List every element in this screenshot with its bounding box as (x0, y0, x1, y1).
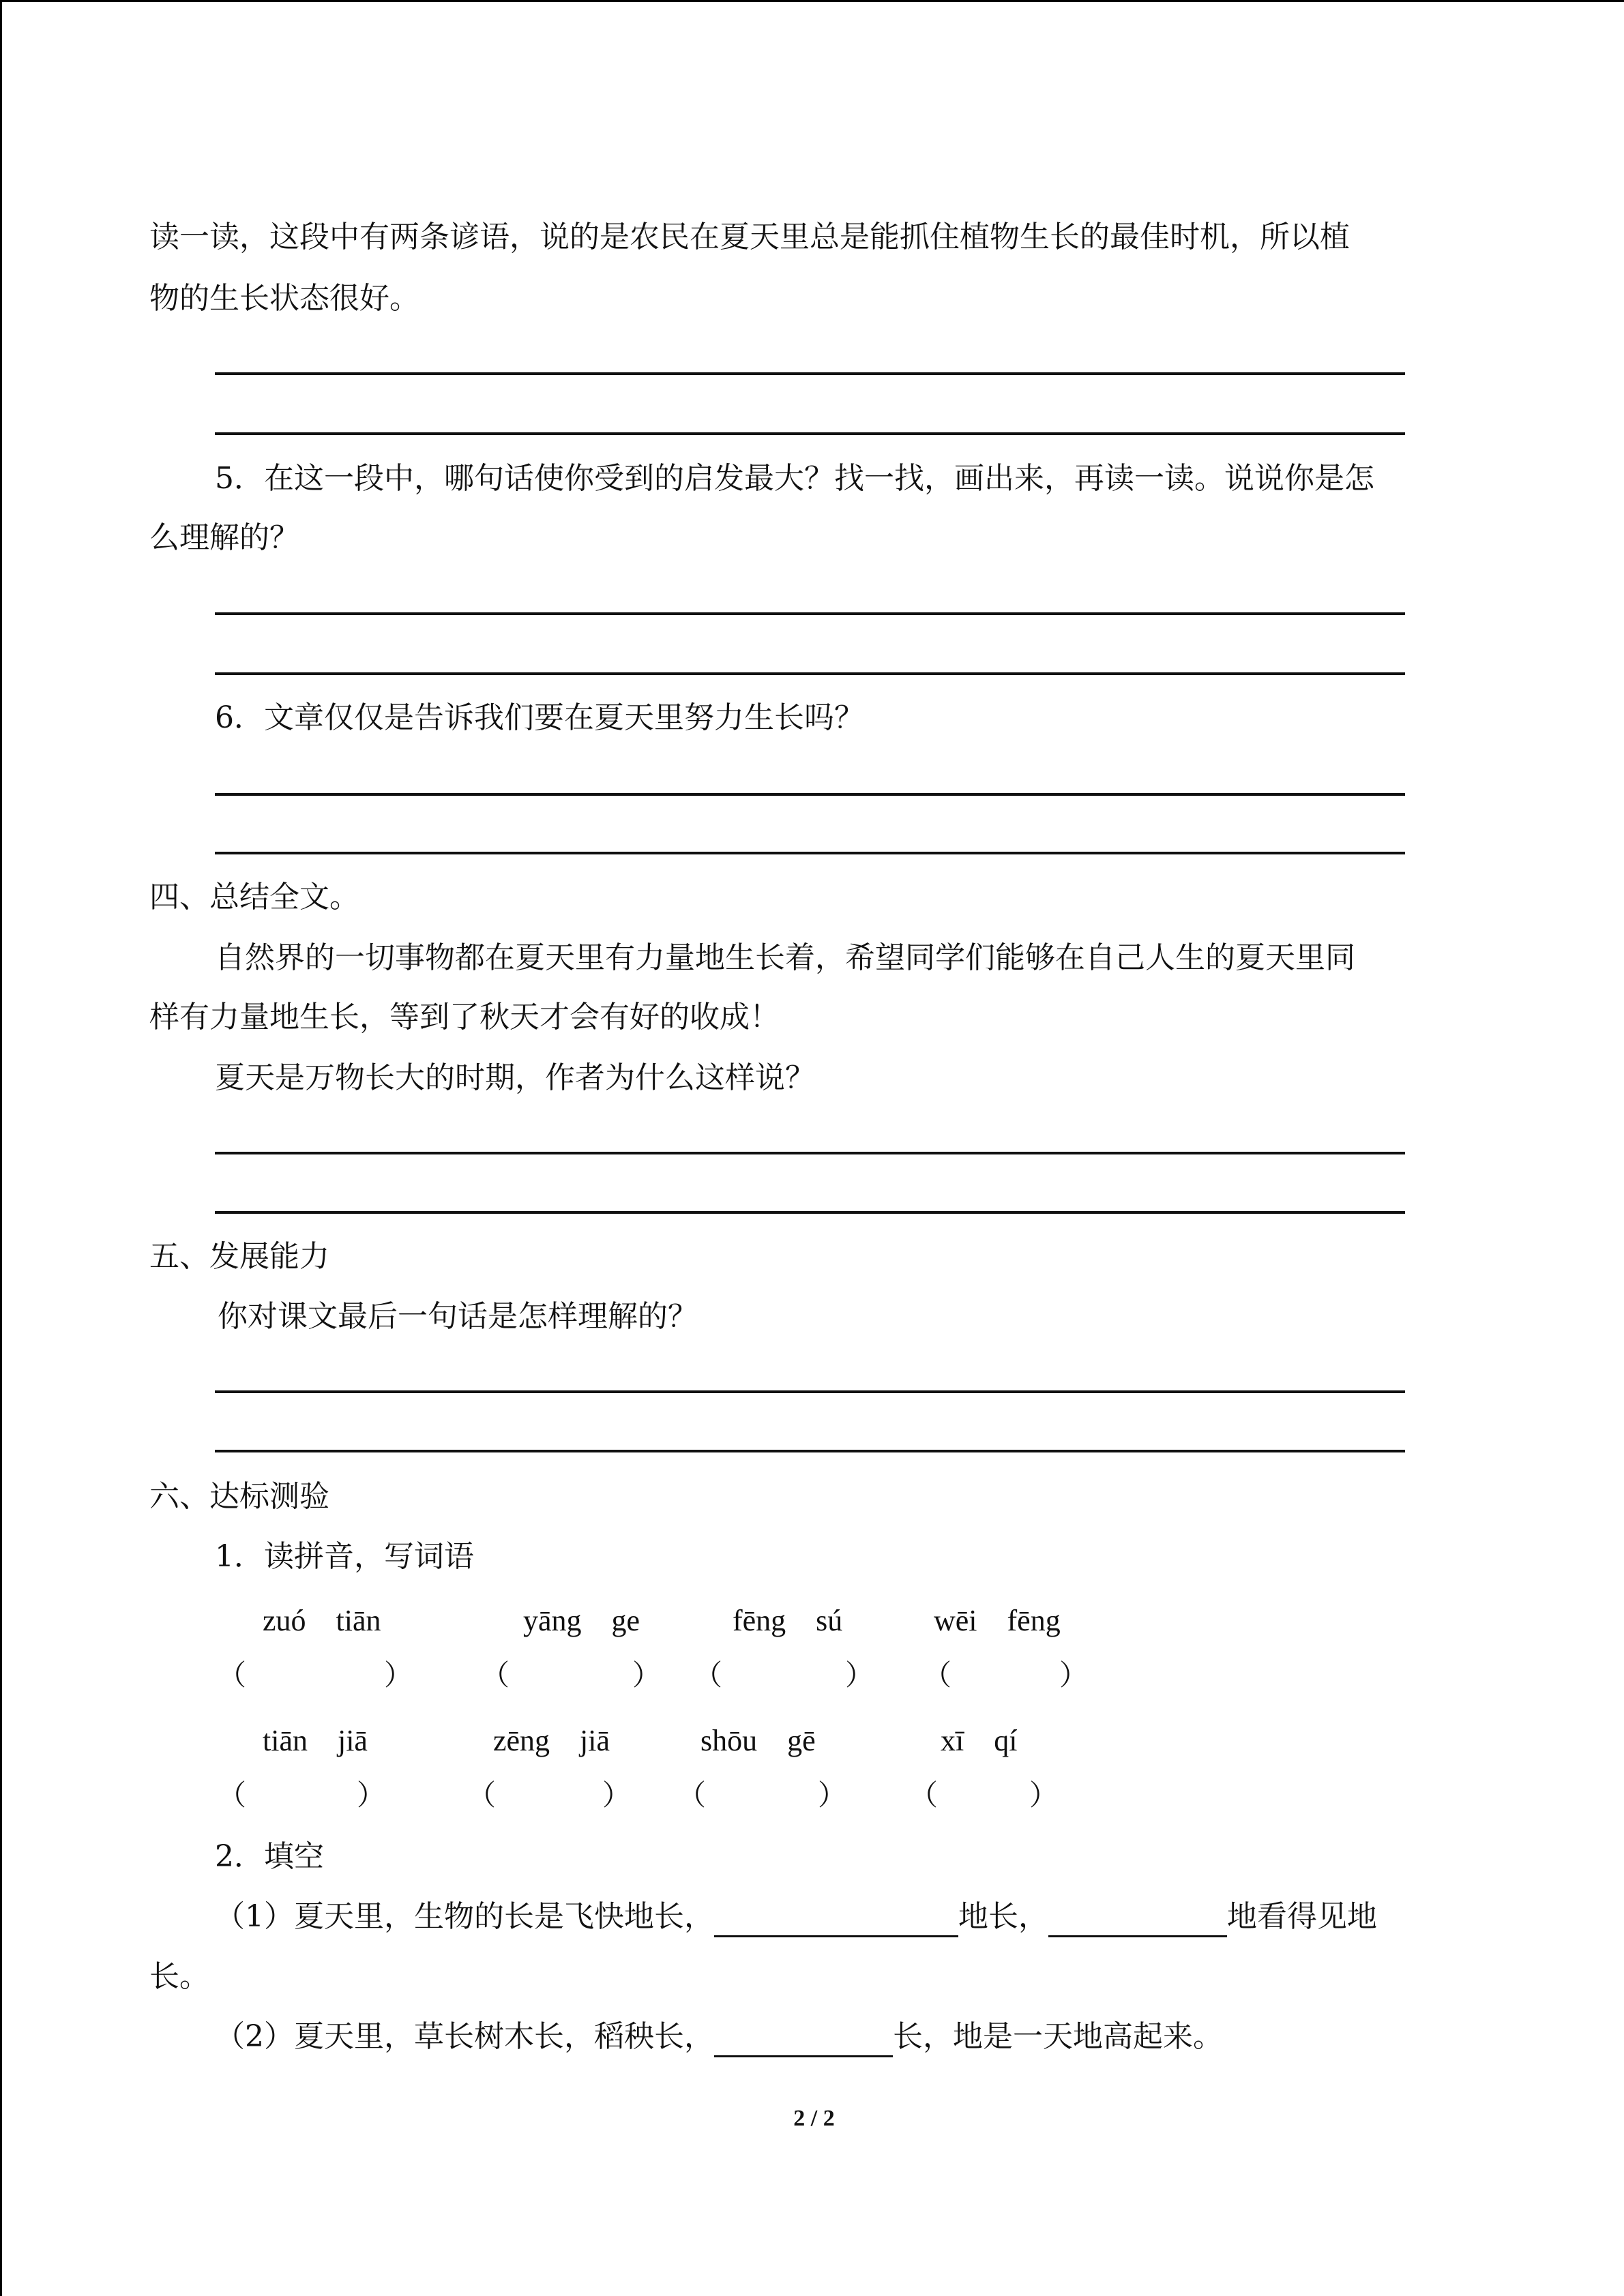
section6-heading: 六、达标测验 (149, 1479, 329, 1514)
answer-line[interactable] (215, 432, 1405, 435)
section4-heading: 四、总结全文。 (149, 880, 359, 914)
answer-paren-open: （ (923, 1658, 952, 1692)
pinyin-item: shōu gē (700, 1724, 816, 1757)
fill-item-1-text-c: 地看得见地 (1227, 1899, 1377, 1934)
answer-line[interactable] (215, 1450, 1405, 1452)
q5-text-line1: 5．在这一段中，哪句话使你受到的启发最大？找一找，画出来，再读一读。说说你是怎 (215, 461, 1374, 496)
answer-line[interactable] (215, 372, 1405, 375)
section4-paragraph-line2: 样有力量地生长，等到了秋天才会有好的收成！ (149, 1000, 780, 1034)
fill-question-title: 2．填空 (215, 1839, 324, 1874)
answer-line[interactable] (215, 852, 1405, 854)
fill-blank[interactable] (714, 2024, 893, 2057)
section4-paragraph-line1: 自然界的一切事物都在夏天里有力量地生长着，希望同学们能够在自己人生的夏天里同 (215, 940, 1355, 975)
q4-text-line2: 物的生长状态很好。 (149, 281, 419, 316)
answer-paren-close: ） (1029, 1778, 1059, 1812)
section5-heading: 五、发展能力 (149, 1239, 329, 1274)
pinyin-item: tiān jiā (263, 1724, 368, 1757)
answer-line[interactable] (215, 1152, 1405, 1154)
fill-blank[interactable] (1048, 1904, 1227, 1937)
answer-paren-close: ） (384, 1658, 413, 1692)
q5-text-line2: 么理解的？ (149, 520, 299, 555)
q4-text-line1: 读一读，这段中有两条谚语，说的是农民在夏天里总是能抓住植物生长的最佳时机，所以植 (149, 220, 1350, 254)
page-number: 2 / 2 (793, 2106, 835, 2131)
answer-paren-open: （ (694, 1658, 723, 1692)
fill-item-1-text-b: 地长， (958, 1899, 1048, 1934)
answer-paren-open: （ (218, 1658, 247, 1692)
pinyin-item: yāng ge (523, 1604, 640, 1637)
fill-item-2 (215, 2016, 1223, 2057)
answer-paren-close: ） (632, 1658, 662, 1692)
pinyin-item: zuó tiān (263, 1604, 381, 1637)
answer-paren-close: ） (1059, 1658, 1089, 1692)
pinyin-question-title: 1．读拼音，写词语 (215, 1539, 474, 1574)
answer-line[interactable] (215, 1390, 1405, 1393)
pinyin-item: fēng sú (733, 1604, 843, 1637)
section4-question: 夏天是万物长大的时期，作者为什么这样说？ (215, 1060, 815, 1095)
answer-paren-close: ） (845, 1658, 874, 1692)
fill-item-2-text-b: 长，地是一天地高起来。 (893, 2019, 1223, 2054)
answer-line[interactable] (215, 612, 1405, 615)
pinyin-item: zēng jiā (493, 1724, 610, 1757)
answer-paren-open: （ (218, 1778, 247, 1812)
answer-paren-close: ） (602, 1778, 632, 1812)
q6-text: 6．文章仅仅是告诉我们要在夏天里努力生长吗？ (215, 700, 864, 735)
answer-paren-open: （ (481, 1658, 510, 1692)
answer-paren-close: ） (357, 1778, 386, 1812)
answer-paren-open: （ (909, 1778, 939, 1812)
answer-line[interactable] (215, 793, 1405, 796)
fill-blank[interactable] (714, 1904, 958, 1937)
fill-item-1-line2: 长。 (149, 1959, 209, 1994)
pinyin-item: wēi fēng (934, 1604, 1061, 1637)
fill-item-2-text-a: （2）夏天里，草长树木长，稻秧长， (215, 2019, 714, 2054)
section5-question: 你对课文最后一句话是怎样理解的？ (218, 1299, 698, 1334)
pinyin-item: xī qí (941, 1724, 1018, 1757)
fill-item-1-line1 (215, 1896, 1377, 1937)
answer-line[interactable] (215, 672, 1405, 675)
answer-line[interactable] (215, 1211, 1405, 1214)
fill-item-1-text-a: （1）夏天里，生物的长是飞快地长， (215, 1899, 714, 1934)
answer-paren-open: （ (677, 1778, 707, 1812)
answer-paren-open: （ (467, 1778, 497, 1812)
answer-paren-close: ） (818, 1778, 847, 1812)
